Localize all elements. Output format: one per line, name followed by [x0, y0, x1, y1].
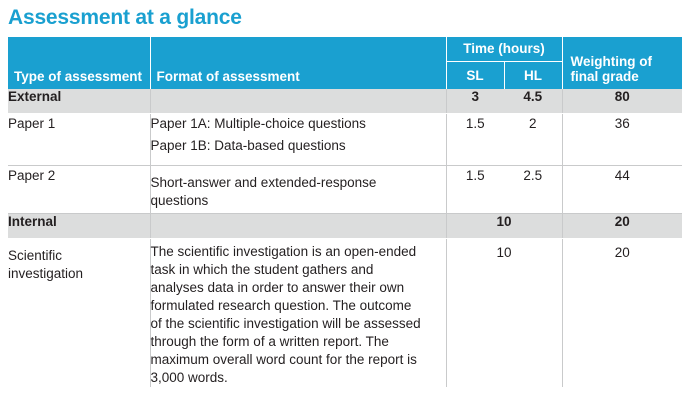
header-time: Time (hours) [446, 37, 562, 61]
header-sl: SL [446, 61, 504, 89]
paper2-hl: 2.5 [504, 166, 562, 214]
header-weighting: Weighting of final grade [562, 37, 682, 89]
investigation-weight: 20 [562, 239, 682, 388]
external-hl: 4.5 [504, 89, 562, 114]
external-label: External [8, 89, 150, 114]
section-row-internal [8, 214, 682, 239]
paper2-format: Short-answer and extended-response questions [150, 166, 446, 214]
paper1-hl: 2 [504, 114, 562, 166]
paper1-format [150, 114, 446, 166]
page-title: Assessment at a glance [8, 6, 242, 29]
header-hl: HL [504, 61, 562, 89]
investigation-time: 10 [446, 239, 562, 388]
table-row-investigation [8, 239, 682, 388]
header-format: Format of assessment [150, 37, 446, 89]
paper2-weight: 44 [562, 166, 682, 214]
paper2-label: Paper 2 [8, 166, 150, 214]
internal-time: 10 [446, 214, 562, 239]
paper1-label: Paper 1 [8, 114, 150, 166]
table-row-paper1 [8, 114, 682, 166]
external-weight: 80 [562, 89, 682, 114]
header-type: Type of assessment [8, 37, 150, 89]
internal-label: Internal [8, 214, 150, 239]
paper1-format-b: Paper 1B: Data-based questions [150, 138, 346, 153]
investigation-label: Scientific investigation [8, 248, 84, 281]
assessment-table [8, 37, 682, 387]
external-sl: 3 [446, 89, 504, 114]
internal-weight: 20 [562, 214, 682, 239]
table-row-paper2 [8, 166, 682, 214]
paper1-sl: 1.5 [446, 114, 504, 166]
paper2-sl: 1.5 [446, 166, 504, 214]
paper1-format-a: Paper 1A: Multiple-choice questions [150, 116, 366, 131]
paper1-weight: 36 [562, 114, 682, 166]
section-row-external [8, 89, 682, 114]
investigation-format: The scientific investigation is an open-ended task in which the student gathers and analyses data in order to answer their own formulated research question. The outcome of the scientific investigation will be assessed through the form of a written report. The maximum overall word count for the report is 3,000 words. [150, 239, 446, 388]
